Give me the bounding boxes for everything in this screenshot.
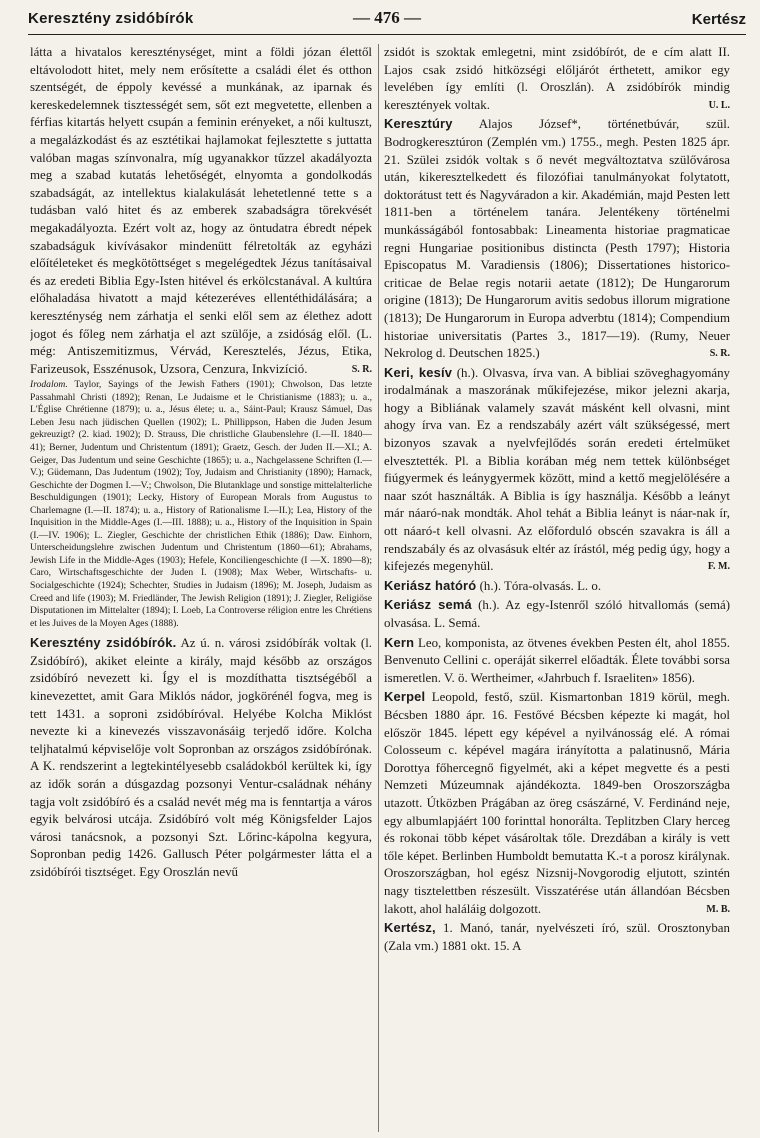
entry-headword: Keresztúry xyxy=(384,116,453,132)
author-signature: S. R. xyxy=(709,348,730,360)
author-signature: S. R. xyxy=(351,363,372,375)
paragraph-text: zsidót is szoktak emlegetni, mint zsidóbírót, de e cím alatt II. Lajos csak zsidó hitközségi előljárót érthetett, amikor egy levelében így említi (l. Oroszlán). A zsidóbírók mindig keresztények voltak. xyxy=(384,45,730,112)
bibliography-text: Taylor, Sayings of the Jewish Fathers (1901); Chwolson, Das letzte Passahmahl Christi (1892); Renan, Le Judaisme et le Christianisme (1883); u. a., L'Église Chrétienne (1879); u. a., Jésus élete; u. a., Sáint-Paul; Krausz Sámuel, Das Leben Jesu nach jüdischen Quellen (1902); L. Phillippson, Haben die Juden Jesum gekreuzigt? (2. kiad. 1902); D. Strauss, Die christliche Glaubenslehre (I.—II. 1840—41); Berner, Judentum und Christentum (1891); Graetz, Gesch. der Juden II.—XI.; A. Geiger, Das Judentum und seine Geschichte (1865); u. a., Nachgelassene Schriften (I.—V.); Güdemann, Das Judentum (1902); Toy, Judaism and Christianity (1890); Harnack, Geschichte der Dogmen I.—V.; Chwolson, Die Blutanklage und sonstige mittelalterliche Beschuldigungen (1901); Lecky, History of European Morals from Augustus to Charlemagne (I.—II. 1874); u. a., History of Rationalisme I.—II.); Lea, History of the Inquisition in the Middle-Ages (I.—III. 1888); u. a., History of the Inquisition in Spain (I.—IV. 1906); L. Ziegler, Geschichte der christlichen Ethik (1886); Daw. Einhorn, Unterscheidungslehre zwischen Judentum und Christentum (1860—61); Abrahams, Jewish Life in the Middle-Ages (1903); Hefele, Konciliengeschichte (I —X. 1890—8); Caro, Wirtschaftsgeschichte der Juden I. (1908); Max Weber, Wirtschafts- u. Socialgeschichte (1924); Schechter, Studies in Judaism (1896); M. Joseph, Judaism as Creed and life (1903); M. Friedländer, The Jewish Religion (1891); J. Ziegler, Religiöse Disputationen im Mittelalter (1894); I. Loeb, La Controverse réligion entre les Chrétiens et les Juives de la Moyen Ages (1888). xyxy=(30,379,372,629)
entry xyxy=(384,919,730,955)
entry xyxy=(384,115,730,362)
running-head-right: Kertész xyxy=(691,11,746,28)
author-signature: M. B. xyxy=(706,903,730,915)
entry xyxy=(384,364,730,576)
right-column xyxy=(384,44,730,1132)
column-divider xyxy=(378,44,379,1132)
entry xyxy=(384,577,730,596)
author-signature: U. L. xyxy=(708,99,730,111)
left-column xyxy=(30,44,372,1132)
running-head-left: Keresztény zsidóbírók xyxy=(28,10,194,27)
entry-headword: Kern xyxy=(384,634,415,650)
entry xyxy=(384,634,730,688)
entry-headword: Keresztény zsidóbírók. xyxy=(30,635,177,651)
entry-headword: Kertész, xyxy=(384,920,436,936)
page-number: — 476 — xyxy=(353,8,421,27)
paragraph xyxy=(30,44,372,378)
entry-text: (h.). Az egy-Istenről szóló hitvallomás (semá) olvasása. L. Semá. xyxy=(384,598,730,630)
entry xyxy=(384,596,730,632)
page-header xyxy=(28,8,746,35)
entry-headword: Kerpel xyxy=(384,689,426,705)
bibliography-label: Irodalom. xyxy=(30,379,68,391)
entry-text: Az ú. n. városi zsidóbírák voltak (l. Zsidóbíró), akiket eleinte a király, majd később az országos zsidóbíró nevezett ki. Így el is mozdíthatta tisztségéből a kinevezettet, amit Gara Miklós nádor, jogkörénél fogva, meg is tett 1431. a soproni zsidóbíróval. Helyébe Kolcha Miklóst nevezte ki a kinevezés visszavonásáig terjedő időre. Kolcha teljhatalmú képviselője volt Sopronban az országos zsidóbírónak. A K. rendszerint a legtekintélyesebb családokból kerültek ki, így az idők során a dúsgazdag pozsonyi Ventur-családnak néhány tagja volt zsidóbíró és a család nevét még ma is fenntartja a város egyik belvárosi utcája. Zsidóbíró volt még Königsfelder Lajos városi tanácsnok, a pozsonyi Szt. Lőrinc-kápolna kegyura, Sopronban pedig 1426. Gallusch Péter polgármester látta el a zsidóbírói tisztséget. Egy Oroszlán nevű xyxy=(30,636,372,879)
entry xyxy=(30,634,372,881)
entry-text: Alajos József*, történetbúvár, szül. Bodrogkeresztúron (Zemplén vm.) 1755., megh. Pesten 1825 ápr. 21. Szülei zsidók voltak s ő nevét megváltoztatva szülővárosa után, kikeresztelkedett és filozófiai tanulmányokat folytatott, doktorátust tett és Nagyváradon a kir. Akadémián, majd Pesten lett 1811-ben a történelem tanára. Jelentékeny történelmi munkásságából fontosabbak: Lineamenta historiae pragmaticae regni Hungariae positionibus distincta (Pesth 1797); Historia Episcopatus M. Varadiensis (1806); Dissertationes historico-criticae de Belae regis notarii aetate (1812); De Hungarorum origine (1813); De Hungarorum avitis sedobus illorum migratione (1813); De Hungarorum in Europa adverbtu (1814); Compendium historiae universitatis (Partes 3., 1817—19). (Rumy, Neuer Nekrolog d. Deutschen 1825.) xyxy=(384,117,730,361)
entry-text: Leopold, festő, szül. Kismartonban 1819 körül, megh. Bécsben 1880 ápr. 16. Festővé Bécsben képezte ki magát, hol először 1845. lépett egy képével a nyilvánosság elé. A római Colosseum c. képével magára irányította a palatinusnő, Mária Dorottya főhercegnő figyelmét, aki a képet megvette és a pesti Nemzeti Múzeumnak ajándékozta. 1849-ben Oroszországba utazott. Útközben Prágában az öreg császárné, V. Ferdinánd neje, egy albumlapjáért 100 forinttal honorálta. Teplitzben Clary herceg és rokonai több képet vásároltak tőle. Drezdában a király is vett tőle képet. Berlinben Humboldt bemutatta K.-t a porosz királynak. Oroszországban, hol egész Nizsnij-Novgorodig eljutott, szintén nagy tisztelettben részesült. Visszatérése után állandóan Bécsben lakott, ahol haláláig dolgozott. xyxy=(384,690,730,916)
entry-headword: Keri, kesív xyxy=(384,364,453,380)
entry-text: (h.). Olvasva, írva van. A bibliai szöveghagyomány irodalmának a maszorának műkifejezése, mikor jelezni akarja, hogy a Bibliának valamely szavát másként kell olvasni, mint ahogy írva van. Ez a rendszabály azért vált szükségessé, mert bizonyos szavak a nyelvfejlődés során eredeti értelmüket elvesztették. Pl. a Biblia korában még nem tettek különbséget fiúgyermek és leánygyermek között, mind a kettő megjelölésére a naar szót használták. A Biblia is így használja. Később a leányt már náaró-nak mondták. Ahol tehát a Biblia leányt is náar-nak ír, ott náaró-t kell olvasni. Az előforduló obscén szavakra is áll a rendszabály és az olvasásuk eltér az írástól, még pedig úgy, hogy a kifejezés megenyhül. xyxy=(384,365,730,574)
paragraph xyxy=(384,44,730,114)
entry-text: (h.). Tóra-olvasás. L. o. xyxy=(479,578,602,593)
bibliography xyxy=(30,379,372,630)
entry-headword: Keriász hatóró xyxy=(384,577,477,593)
entry xyxy=(384,688,730,918)
paragraph-text: látta a hivatalos kereszténységet, mint a földi józan élettől eltávolodott hitet, mely nem erősítette a családi élet és otthon szentségét, de éppoly kevéssé a munkának, az iparnak és kereskedelemnek tisztességét sem, sőt ezt megvetette, ellenben a férfias kitartás helyett csupán a feminin erényeket, a női kultuszt, a megalázkodást és az esztétikai hajlamokat fejlesztette s juttatta valóban magas színvonalra, míg ugyanakkor tűzzel akadályozta meg a szabad kutatás lehetőségét, elnyomta a gondolkodás szabadságát, az intellektus kialakulását lehetetlenné tette s a tudásban való hitet és az emberek szabadságra törekvését megakadályozta. Ezért volt az, hogy az öntudatra ébredt népek szabadságuk kivívásakor mindenütt félretolták az egyházi előítéleteket és megkötöttséget s megelégedtek Jézus tanításaival és az eredeti Biblia Egy-Isten hitével és erkölcstanával. A kultúra előhaladása hivatott a majd kétezeréves ellentéthidálására; a kereszténység nem zárhatja el senki elől sem az élethez adott jogot és főleg nem zárhatja el azt szülője, a zsidóság elől. (L. még: Antiszemitizmus, Vérvád, Keresztelés, Jézus, Etika, Farizeusok, Esszénusok, Uzsora, Cenzura, Inkvizíció. xyxy=(30,45,372,376)
entry-text: Leo, komponista, az ötvenes években Pesten élt, ahol 1855. Benvenuto Cellini c. operáját sikerrel előadták. Élete további sorsa ismeretlen. V. ö. Wertheimer, «Jahrbuch f. Israeliten» 1856). xyxy=(384,635,730,685)
entry-headword: Keriász semá xyxy=(384,597,472,613)
entry-text: 1. Manó, tanár, nyelvészeti író, szül. Orosztonyban (Zala vm.) 1881 okt. 15. A xyxy=(384,921,730,953)
author-signature: F. M. xyxy=(707,561,730,573)
